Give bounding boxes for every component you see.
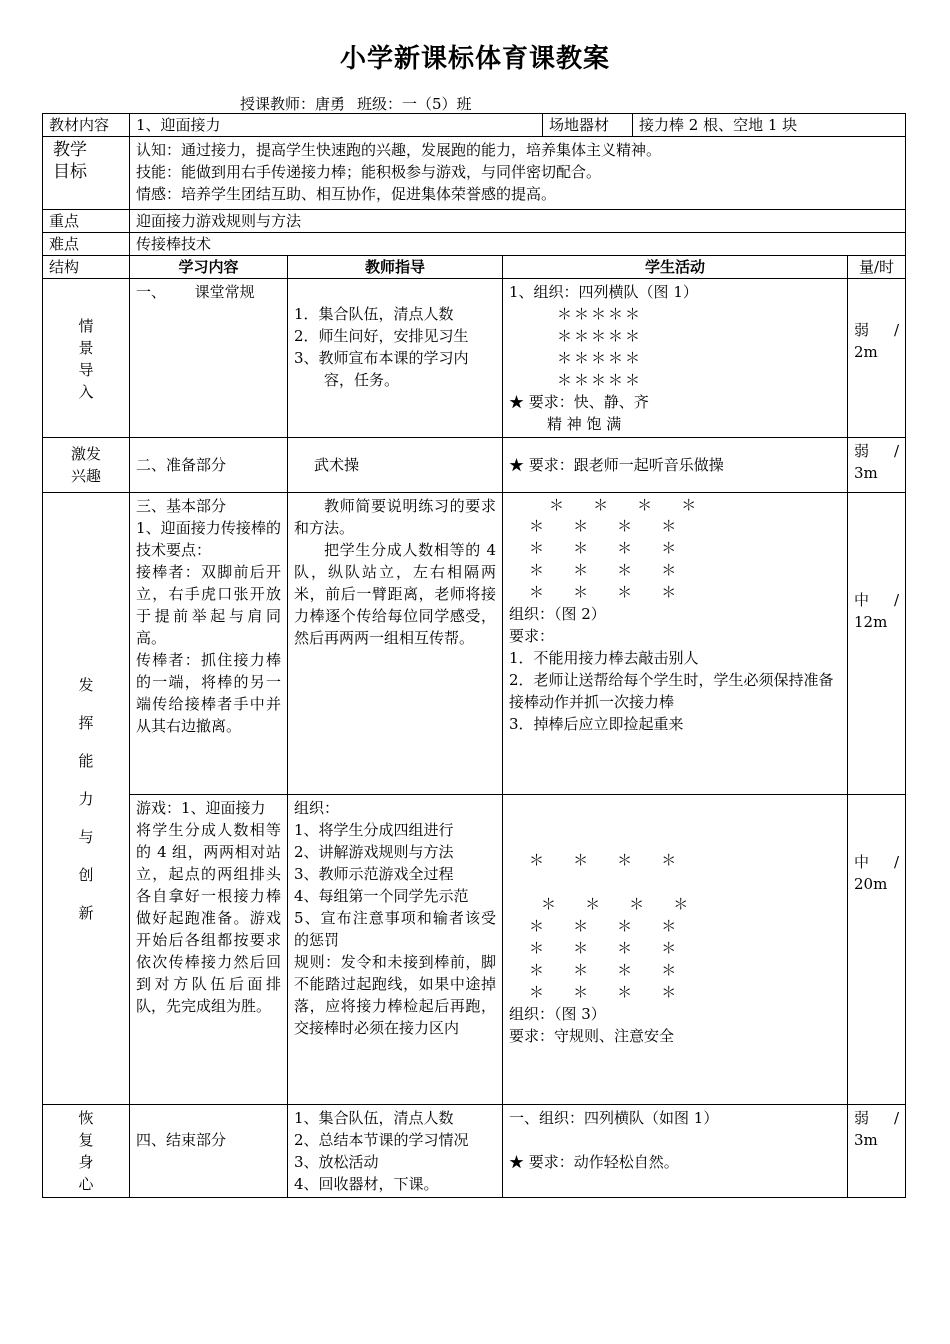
goals-label [43, 137, 130, 210]
column-header-row [43, 256, 906, 279]
ending-structure-3: 身 [78, 1153, 94, 1171]
basic-teacher-2: 把学生分成人数相等的 4 队，纵队站立，左右相隔两米，前后一臂距离，老师将接力棒逐个传给每位同学感受，然后再两两一组相互传帮。 [294, 541, 496, 647]
section-game-row [43, 795, 906, 1105]
col-student: 学生活动 [503, 256, 848, 279]
game-teacher-5: 4、每组第一个同学先示范 [294, 887, 469, 905]
basic-req-1: 1．不能用接力棒去敲击别人 [509, 649, 699, 667]
formation-row: ＊ ＊ ＊ ＊ [549, 496, 699, 514]
key-point-row [43, 210, 906, 233]
section-intro-row [43, 279, 906, 438]
basic-structure-4: 力 [78, 789, 94, 808]
formation-row: ＊ ＊ ＊ ＊ [529, 917, 679, 935]
ending-teacher-1: 1、集合队伍，清点人数 [294, 1109, 454, 1127]
formation-row: ＊ ＊ ＊ ＊ [529, 539, 679, 557]
col-teacher: 教师指导 [288, 256, 503, 279]
material-value: 1、迎面接力 [130, 114, 543, 137]
warmup-structure-2: 兴趣 [70, 467, 101, 485]
ending-amount-time: 3m [854, 1131, 878, 1149]
basic-req-2: 2．老师让送帮给每个学生时，学生必须保持准备接棒动作并抓一次接力棒 [509, 671, 834, 711]
intro-amount [848, 279, 906, 438]
intro-student [503, 279, 848, 438]
page-title: 小学新课标体育课教案 [339, 44, 610, 74]
basic-structure-5: 与 [78, 827, 94, 846]
ending-req: ★ 要求：动作轻松自然。 [509, 1153, 679, 1171]
formation-row: ＊＊＊＊＊ [557, 349, 643, 367]
basic-structure [43, 493, 130, 1105]
intro-amount-time: 2m [854, 343, 878, 361]
game-req: 要求：守规则、注意安全 [509, 1027, 675, 1045]
warmup-student: ★ 要求：跟老师一起听音乐做操 [503, 438, 848, 493]
section-ending-row [43, 1105, 906, 1198]
warmup-structure [43, 438, 130, 493]
basic-student [503, 493, 848, 795]
ending-org: 一、组织：四列横队（如图 1） [509, 1109, 719, 1127]
goals-label-2: 目标 [53, 162, 87, 182]
section-warmup-row [43, 438, 906, 493]
formation-row: ＊ ＊ ＊ ＊ [529, 961, 679, 979]
basic-structure-3: 能 [78, 751, 94, 770]
intro-teacher-1: 1．集合队伍，清点人数 [294, 305, 454, 323]
basic-amount-time: 12m [854, 613, 888, 631]
basic-content [130, 493, 288, 795]
material-row [43, 114, 906, 137]
formation-row: ＊ ＊ ＊ ＊ [529, 561, 679, 579]
ending-structure [43, 1105, 130, 1198]
col-structure: 结构 [43, 256, 130, 279]
game-teacher-7: 规则：发令和未接到棒前，脚不能踏过起跑线，如果中途掉落，应将接力棒检起后再跑，交接棒时必须在接力区内 [294, 953, 496, 1037]
formation-row: ＊ ＊ ＊ ＊ [529, 851, 679, 869]
intro-structure-2: 景 [78, 339, 94, 357]
warmup-amount-time: 3m [854, 464, 878, 482]
goals-content [130, 137, 906, 210]
warmup-teacher: 武术操 [288, 438, 503, 493]
formation-row: ＊＊＊＊＊ [557, 327, 643, 345]
warmup-amount-level: 弱 / [854, 442, 900, 460]
ending-teacher-4: 4、回收器材，下课。 [294, 1175, 439, 1193]
formation-row: ＊ ＊ ＊ ＊ [529, 983, 679, 1001]
key-point-label: 重点 [43, 210, 130, 233]
basic-req-title: 要求： [509, 627, 555, 645]
formation-row: ＊ ＊ ＊ ＊ [529, 517, 679, 535]
col-content: 学习内容 [130, 256, 288, 279]
ending-teacher-2: 2、总结本节课的学习情况 [294, 1131, 469, 1149]
section-basic-row [43, 493, 906, 795]
game-org: 组织：（图 3） [509, 1005, 606, 1023]
intro-student-org: 1、组织：四列横队（图 1） [509, 283, 698, 301]
game-amount [848, 795, 906, 1105]
ending-teacher-3: 3、放松活动 [294, 1153, 379, 1171]
game-amount-level: 中 / [854, 853, 900, 871]
formation-row: ＊＊＊＊＊ [557, 305, 643, 323]
goal-skill: 技能：能做到用右手传递接力棒；能积极参与游戏，与同伴密切配合。 [136, 163, 602, 181]
goal-cognitive: 认知：通过接力，提高学生快速跑的兴趣，发展跑的能力，培养集体主义精神。 [136, 141, 662, 159]
class-name: 班级：一（5）班 [357, 95, 472, 113]
intro-structure [43, 279, 130, 438]
ending-student [503, 1105, 848, 1198]
difficulty-row [43, 233, 906, 256]
game-content-1: 游戏：1、迎面接力 [136, 799, 266, 817]
game-teacher-2: 1、将学生分成四组进行 [294, 821, 454, 839]
intro-structure-4: 入 [78, 383, 94, 401]
difficulty-value: 传接棒技术 [130, 233, 906, 256]
game-amount-time: 20m [854, 875, 888, 893]
intro-structure-3: 导 [78, 361, 94, 379]
basic-content-1: 三、基本部分 [136, 497, 227, 515]
ending-content: 四、结束部分 [130, 1105, 288, 1198]
intro-amount-level: 弱 / [854, 321, 900, 339]
basic-structure-1: 发 [78, 675, 94, 694]
warmup-amount [848, 438, 906, 493]
basic-structure-7: 新 [78, 903, 94, 922]
intro-structure-1: 情 [78, 317, 94, 335]
venue-value: 接力棒 2 根、空地 1 块 [633, 114, 906, 137]
teacher-name: 授课教师：唐勇 [240, 95, 346, 113]
intro-teacher-4: 容，任务。 [324, 371, 400, 389]
game-teacher-4: 3、教师示范游戏全过程 [294, 865, 454, 883]
game-teacher-1: 组织： [294, 799, 340, 817]
game-teacher-6: 5、宣布注意事项和输者该受的惩罚 [294, 909, 496, 949]
basic-content-4: 传棒者：抓住接力棒的一端，将棒的另一端传给接棒者手中并从其右边撤离。 [136, 651, 281, 735]
game-teacher-3: 2、讲解游戏规则与方法 [294, 843, 454, 861]
col-amount: 量/时 [848, 256, 906, 279]
ending-structure-4: 心 [78, 1175, 94, 1193]
basic-teacher [288, 493, 503, 795]
ending-amount-level: 弱 / [854, 1109, 900, 1127]
basic-structure-6: 创 [78, 865, 94, 884]
intro-teacher-3: 3、教师宣布本课的学习内 [294, 349, 469, 367]
game-student [503, 795, 848, 1105]
intro-content: 一、 课堂常规 [130, 279, 288, 438]
ending-structure-2: 复 [78, 1131, 94, 1149]
ending-structure-1: 恢 [78, 1109, 94, 1127]
basic-content-3: 接棒者：双脚前后开立，右手虎口张开放于提前举起与肩同高。 [136, 563, 281, 647]
basic-req-3: 3．掉棒后应立即捡起重来 [509, 715, 684, 733]
venue-label: 场地器材 [543, 114, 633, 137]
lesson-plan-table [42, 113, 906, 1198]
basic-org: 组织：（图 2） [509, 605, 606, 623]
basic-amount [848, 493, 906, 795]
material-label: 教材内容 [43, 114, 130, 137]
intro-teacher [288, 279, 503, 438]
intro-req-2: 精 神 饱 满 [547, 415, 622, 433]
warmup-content: 二、准备部分 [130, 438, 288, 493]
goals-row [43, 137, 906, 210]
difficulty-label: 难点 [43, 233, 130, 256]
formation-row: ＊ ＊ ＊ ＊ [529, 939, 679, 957]
warmup-structure-1: 激发 [70, 445, 101, 463]
goal-emotion: 情感：培养学生团结互助、相互协作，促进集体荣誉感的提高。 [136, 185, 557, 203]
basic-content-2: 1、迎面接力传接棒的技术要点： [136, 519, 281, 559]
formation-row: ＊ ＊ ＊ ＊ [529, 583, 679, 601]
game-content [130, 795, 288, 1105]
game-content-2: 将学生分成人数相等的 4 组，两两相对站立，起点的两组排头各自拿好一根接力棒做好起跑准备。游戏开始后各组都按要求依次传棒接力然后回到对方队伍后面排队，先完成组为胜。 [136, 821, 281, 1015]
teacher-class-line [240, 93, 484, 114]
key-point-value: 迎面接力游戏规则与方法 [130, 210, 906, 233]
intro-teacher-2: 2．师生问好，安排见习生 [294, 327, 469, 345]
goals-label-1: 教学 [53, 140, 87, 160]
ending-teacher [288, 1105, 503, 1198]
intro-req-1: ★ 要求：快、静、齐 [509, 393, 649, 411]
game-teacher [288, 795, 503, 1105]
basic-structure-2: 挥 [78, 713, 94, 732]
basic-amount-level: 中 / [854, 591, 900, 609]
formation-row: ＊＊＊＊＊ [557, 371, 643, 389]
basic-teacher-1: 教师简要说明练习的要求和方法。 [294, 497, 496, 537]
ending-amount [848, 1105, 906, 1198]
formation-row: ＊ ＊ ＊ ＊ [541, 895, 691, 913]
